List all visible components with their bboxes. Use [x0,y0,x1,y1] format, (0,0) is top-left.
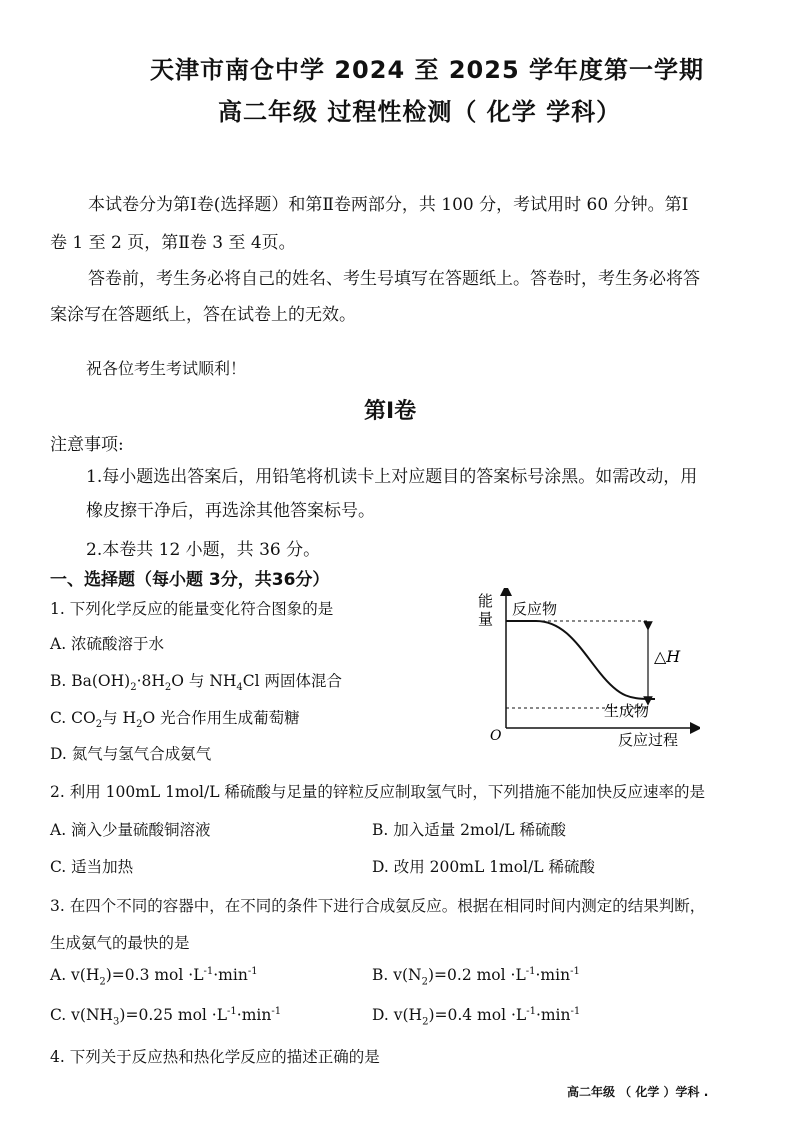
notes-title: 注意事项: [50,435,124,455]
q2-option-a: A. 滴入少量硫酸铜溶液 [50,821,211,839]
title-line-1: 天津市南仓中学 2024 至 2025 学年度第一学期 [150,56,705,84]
q1-option-a: A. 浓硫酸溶于水 [50,635,165,653]
energy-curve [506,621,655,699]
page-footer: 高二年级 （ 化学 ）学科 . [567,1085,709,1099]
y-axis-label-1: 能 [478,592,494,610]
section-1-heading: 一、选择题（每小题 3分，共36分） [50,570,330,590]
q2-option-b: B. 加入适量 2mol/L 稀硫酸 [372,821,566,839]
wish-text: 祝各位考生考试顺利！ [86,359,247,378]
energy-diagram [470,588,700,748]
intro-p2-line2: 案涂写在答题纸上，答在试卷上的无效。 [50,305,356,325]
q3-option-b: B. $v(N_2)=0.2$ mol $\cdot L^{-1}\cdot\min^{-1}$ [372,966,580,988]
q4-stem: 4. 下列关于反应热和热化学反应的描述正确的是 [50,1048,380,1066]
q3-option-d: D. $v(H_2)=0.4$ mol $\cdot L^{-1}\cdot\min^{-1}$ [372,1006,581,1028]
q1-option-d: D. 氮气与氢气合成氨气 [50,745,212,763]
y-axis-label-2: 量 [478,610,494,628]
q1-option-b: B. $Ba(OH)_2\cdot 8H_2O$ 与 $NH_4Cl$ 两固体混合 [50,672,343,694]
q3-option-a: A. $v(H_2)=0.3$ mol $\cdot L^{-1}\cdot\min^{-1}$ [50,966,258,988]
origin-label: O [490,728,502,744]
reactant-label: 反应物 [512,600,558,618]
q2-stem: 2. 利用 100mL 1mol/L 稀硫酸与足量的锌粒反应制取氢气时，下列措施不能加快反应速率的是 [50,783,705,801]
q3-option-c: C. $v(NH_3)=0.25$ mol $\cdot L^{-1}\cdot\min^{-1}$ [50,1006,282,1028]
intro-p1-line1: 本试卷分为第Ⅰ卷(选择题）和第Ⅱ卷两部分，共 100 分，考试用时 60 分钟。第Ⅰ [88,195,689,215]
x-axis-label: 反应过程 [618,731,679,748]
volume-title: 第Ⅰ卷 [364,399,417,424]
q1-option-c: C. $CO_2$与 $H_2O$ 光合作用生成葡萄糖 [50,709,300,731]
q2-option-d: D. 改用 200mL 1mol/L 稀硫酸 [372,858,595,876]
q1-stem: 1. 下列化学反应的能量变化符合图象的是 [50,600,334,618]
note-1-line1: 1.每小题选出答案后，用铅笔将机读卡上对应题目的答案标号涂黑。如需改动，用 [86,467,698,487]
intro-p1-line2: 卷 1 至 2 页，第Ⅱ卷 3 至 4页。 [50,233,296,253]
title-line-2: 高二年级 过程性检测（ 化学 学科） [218,98,622,126]
intro-p2-line1: 答卷前，考生务必将自己的姓名、考生号填写在答题纸上。答卷时，考生务必将答 [88,269,700,289]
note-2: 2.本卷共 12 小题，共 36 分。 [86,540,321,560]
q2-option-c: C. 适当加热 [50,858,134,876]
note-1-line2: 橡皮擦干净后，再选涂其他答案标号。 [86,501,375,521]
q3-stem-line2: 生成氨气的最快的是 [50,934,190,952]
delta-h-label: △H [654,647,681,666]
q3-stem-line1: 3. 在四个不同的容器中，在不同的条件下进行合成氨反应。根据在相同时间内测定的结果判断， [50,897,706,915]
product-label: 生成物 [604,702,650,720]
